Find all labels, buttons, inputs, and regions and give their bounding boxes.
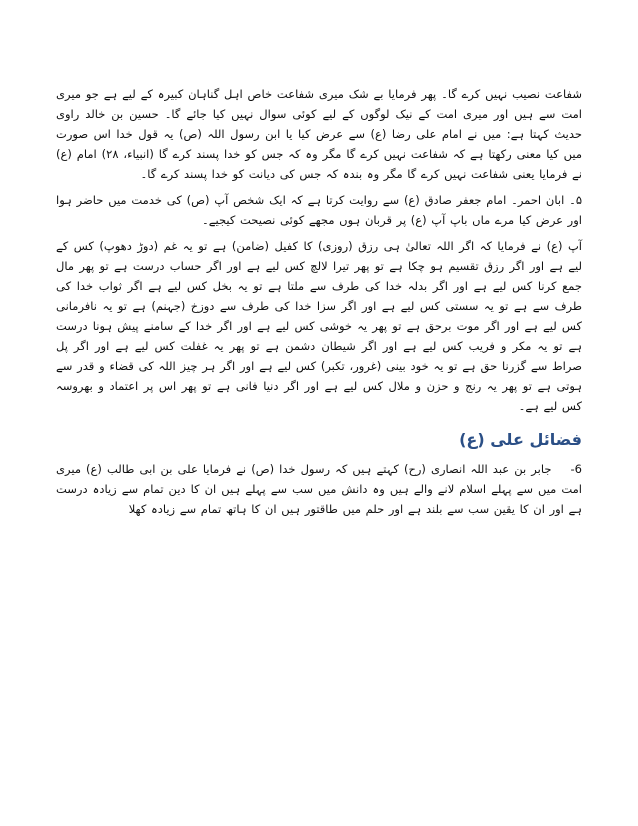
paragraph-6-text: جابر بن عبد اللہ انصاری (رح) کہتے ہیں کہ رسول خدا (ص) نے فرمایا علی بن ابی طالب (ع) میری امت میں سے پہلے اسلام لانے والے ہیں وہ دانش میں سب سے پہلے ہیں ان کا دین تمام سے زیادہ درست ہے اور ان کا یقین سب سے بلند ہے اور حلم میں طاقتور ہیں ان کا ہاتھ تمام سے زیادہ کھلا [56,462,582,516]
document-page [56,84,582,525]
section-heading: فضائل علی (ع) [459,430,582,449]
paragraph-5: ۵۔ ابان احمر۔ امام جعفر صادق (ع) سے روایت کرتا ہے کہ ایک شخص آپ (ص) کی خدمت میں حاضر ہوا اور عرض کیا مرے ماں باپ آپ (ع) پر قربان ہوں مجھے کوئی نصیحت کیجیے۔ [56,193,582,227]
paragraph-5-answer: آپ (ع) نے فرمایا کہ اگر اللہ تعالیٰ ہی رزق (روزی) کا کفیل (ضامن) ہے تو یہ غم (دوڑ دھوپ) کس کے لیے ہے اور اگر رزق تقسیم ہو چکا ہے تو پھر تیرا لالچ کس لیے ہے اور اگر حساب درست ہے تو پھر مال جمع کرنا کس لیے ہے اور اگر بدلہ خدا کی طرف سے ملتا ہے تو یہ بخل کس لیے ہے اگر ثواب خدا کی طرف سے ہے تو یہ سستی کس لیے ہے اور اگر سزا خدا کی طرف سے دوزخ (جہنم) ہے تو یہ نافرمانی کس لیے ہے اور اگر موت برحق ہے تو پھر یہ خوشی کس لیے ہے اور اگر خدا کے سامنے پیش ہونا درست ہے تو یہ مکر و فریب کس لیے ہے اور اگر شیطان دشمن ہے تو پھر یہ غفلت کس لیے ہے اور اگر پل صراط سے گزرنا حق ہے تو یہ خود بینی (غرور، تکبر) کس لیے ہے اور اگر ہر چیز اللہ کی قضاء و قدر سے ہوتی ہے تو پھر یہ رنج و حزن و ملال کس لیے ہے اور اگر دنیا فانی ہے تو پھر اس پر اعتماد و بھروسہ کس لیے ہے۔ [56,239,582,413]
paragraph-6-number: 6- [570,462,582,476]
paragraph-1: شفاعت نصیب نہیں کرے گا۔ پھر فرمایا بے شک میری شفاعت خاص اہل گناہان کبیرہ کے لیے ہے جو میری امت سے ہیں اور میری امت کے نیک لوگوں کے لیے کوئی سوال نہیں کیا جائے گا۔ حسین بن خالد راوی حدیث کہتا ہے: میں نے امام علی رضا (ع) سے عرض کیا یا ابن رسول اللہ (ص) یہ قول خدا اس صورت میں کیا معنی رکھتا ہے کہ شفاعت نہیں کرے گا مگر وہ کہ جس کو خدا پسند کرے گا (انبیاء، ۲۸) امام (ع) نے فرمایا یعنی شفاعت نہیں کرے گا مگر وہ بندہ کہ جس کی دیانت کو خدا پسند کرے گا۔ [56,87,582,181]
paragraph-6 [56,459,582,519]
